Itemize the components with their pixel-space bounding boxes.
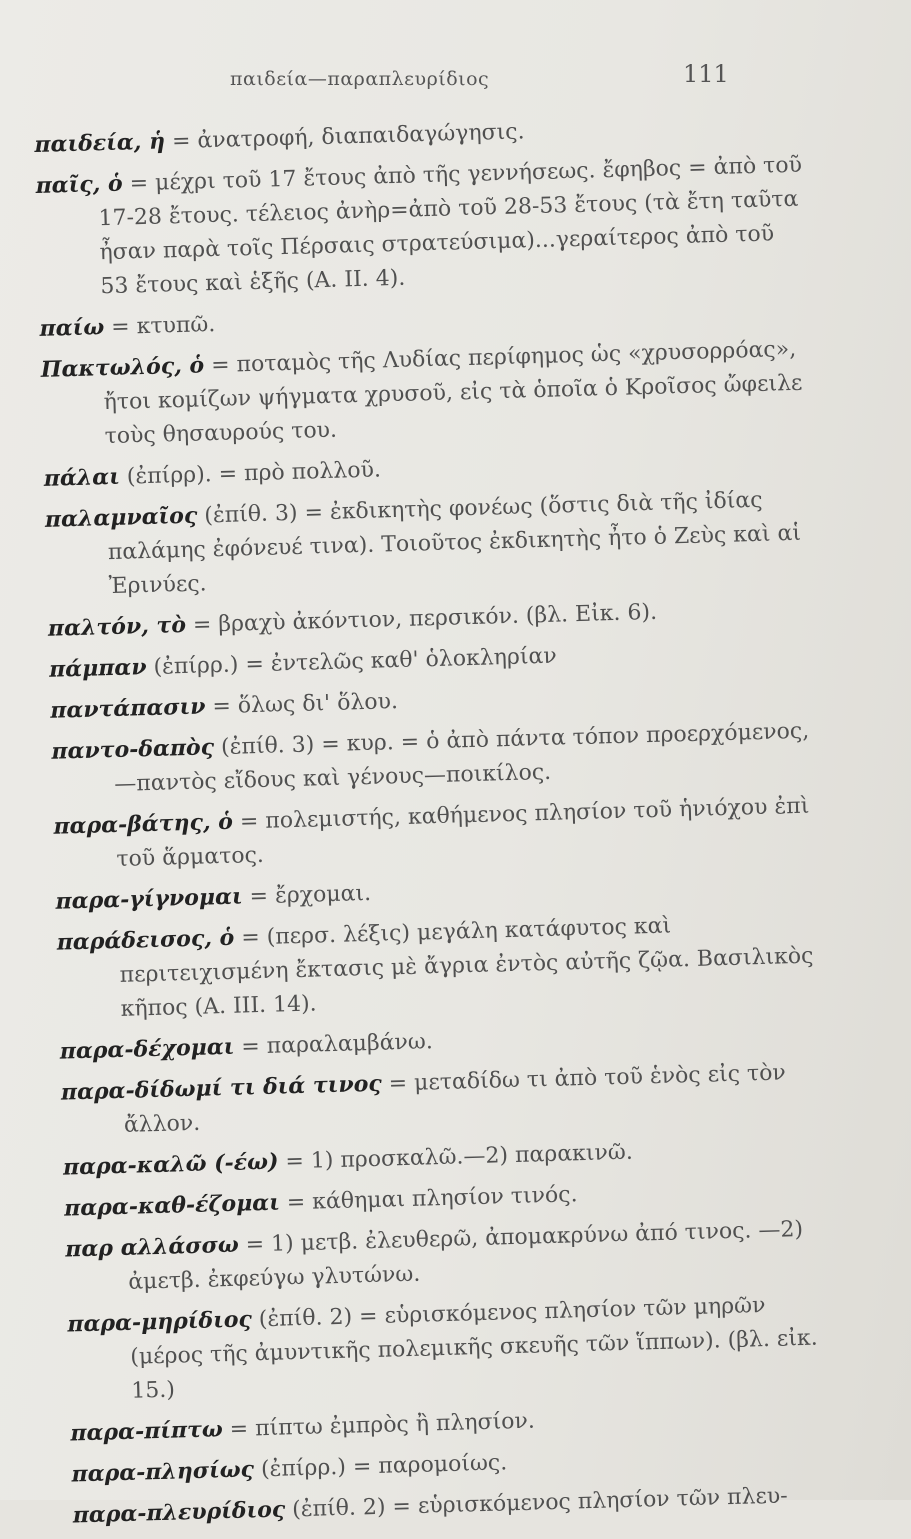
page-number: 111 <box>683 60 729 88</box>
entry-headword: παιδεία, ἡ <box>34 128 166 158</box>
dictionary-entry <box>40 331 813 455</box>
entry-definition: = ἔρχομαι. <box>249 880 372 910</box>
entry-definition: = 1) προσκαλῶ.—2) παρακινῶ. <box>285 1139 634 1175</box>
running-head: παιδεία—παραπλευρίδιος <box>230 68 490 90</box>
entry-definition: = μέχρι τοῦ 17 ἔτους ἀπὸ τῆς γεννήσεως. ἔφηβος = ἀπὸ τοῦ 17-28 ἔτους. τέλειος ἀνὴρ=ἀπὸ τοῦ 28-53 ἔτους (τὰ ἔτη ταῦτα ἦσαν παρὰ τοῖς Πέρσαις στρατεύσιμα)...γεραίτερος ἀπὸ τοῦ 53 ἔτους καὶ ἑξῆς (Α. ΙΙ. 4). <box>98 152 803 300</box>
entry-definition: (ἐπίθ. 3) = ἐκδικητὴς φονέως (ὅστις διὰ τῆς ἰδίας παλάμης ἐφόνευέ τινα). Τοιοῦτος ἐκδικητὴς ἦτο ὁ Ζεὺς καὶ αἱ Ἐρινύες. <box>107 487 802 600</box>
entry-headword: παίω <box>39 314 105 342</box>
entry-definition: (ἐπίρρ). = πρὸ πολλοῦ. <box>126 457 382 490</box>
dictionary-entry <box>35 147 809 305</box>
entry-definition: = (περσ. λέξις) μεγάλη κατάφυτος καὶ περιτειχισμένη ἔκτασις μὲ ἄγρια ἐντὸς αὐτῆς ζῷα. Βασιλικὸς κῆπος (Α. ΙΙΙ. 14). <box>119 913 814 1022</box>
entry-headword: παρα-καθ-έζομαι <box>63 1189 281 1222</box>
entry-definition: = πίπτω ἐμπρὸς ἢ πλησίον. <box>229 1408 536 1443</box>
entry-headword: παρα-δίδωμί τι διά τινος <box>60 1070 383 1106</box>
entry-definition: (ἐπίρρ.) = ἐντελῶς καθ' ὁλοκληρίαν <box>153 643 558 680</box>
entry-definition: = ποταμὸς τῆς Λυδίας περίφημος ὡς «χρυσορρόας», ἤτοι κομίζων ψήγματα χρυσοῦ, εἰς τὰ ὁποῖα ὁ Κροῖσος ὤφειλε τοὺς θησαυρούς του. <box>103 336 803 450</box>
entry-headword: πάλαι <box>43 463 121 492</box>
entry-headword: παρ αλλάσσω <box>64 1231 240 1263</box>
entry-headword: παντάπασιν <box>49 693 206 724</box>
entry-definition: = βραχὺ ἀκόντιον, περσικόν. (βλ. Εἰκ. 6). <box>192 599 658 638</box>
entry-headword: παῖς, ὁ <box>35 170 124 199</box>
entry-headword: παρα-γίγνομαι <box>55 883 243 915</box>
entry-definition: = ἀνατροφή, διαπαιδαγώγησις. <box>171 119 525 155</box>
entry-headword: Πακτωλός, ὁ <box>40 352 205 383</box>
dictionary-entry <box>65 1211 837 1301</box>
dictionary-entry <box>44 481 817 605</box>
entry-headword: παντο-δαπὸς <box>51 734 215 765</box>
entry-headword: παρα-καλῶ (-έω) <box>62 1148 279 1181</box>
entry-headword: παρα-βάτης, ὁ <box>53 808 234 840</box>
entry-definition: (ἐπίθ. 3) = κυρ. = ὁ ἀπὸ πάντα τόπον προερχόμενος,—παντὸς εἴδους καὶ γένους—ποικίλος. <box>114 718 810 798</box>
entry-headword: παρα-πλησίως <box>71 1456 255 1488</box>
entry-definition: = 1) μετβ. ἐλευθερῶ, ἀπομακρύνω ἀπό τινος. —2) ἀμετβ. ἐκφεύγω γλυτώνω. <box>127 1216 804 1295</box>
entry-definition: (ἐπίρρ.) = παρομοίως. <box>260 1450 508 1483</box>
entry-definition: (ἐπίθ. 2) = εὑρισκόμενος πλησίον τῶν μηρῶν (μέρος τῆς ἀμυντικῆς πολεμικῆς σκευῆς τῶν ἵππων). (βλ. εἰκ. 15.) <box>130 1293 818 1404</box>
entry-definition: = παραλαμβάνω. <box>240 1029 434 1060</box>
entry-headword: πάμπαν <box>48 654 147 683</box>
entry-headword: παλτόν, τὸ <box>47 611 187 642</box>
entry-definition: (ἐπίθ. 2) = εὑρισκόμενος πλησίον τῶν πλευ- <box>291 1483 789 1523</box>
entry-list <box>34 107 843 1539</box>
dictionary-entry <box>51 713 823 803</box>
entry-definition: = πολεμιστής, καθήμενος πλησίον τοῦ ἡνιόχου ἐπὶ τοῦ ἅρματος. <box>116 793 810 872</box>
entry-headword: παρα-πίπτω <box>70 1416 224 1447</box>
page-header <box>0 60 911 100</box>
entry-headword: παρα-δέχομαι <box>59 1033 235 1065</box>
entry-headword: παρα-μηρίδιος <box>67 1306 253 1338</box>
dictionary-entry <box>67 1286 840 1410</box>
entry-definition: = κτυπῶ. <box>110 312 216 340</box>
entry-headword: παλαμναῖος <box>44 502 198 533</box>
entry-headword: παράδεισος, ὁ <box>56 924 235 956</box>
entry-headword: παρα-πλευρίδιος <box>72 1496 286 1529</box>
entry-definition: = κάθημαι πλησίον τινός. <box>286 1182 578 1216</box>
dictionary-entry <box>53 788 825 878</box>
entry-definition: = ὅλως δι' ὅλου. <box>212 689 399 720</box>
entry-definition: = μεταδίδω τι ἀπὸ τοῦ ἑνὸς εἰς τὸν ἄλλον. <box>123 1060 787 1138</box>
dictionary-entry <box>60 1054 832 1144</box>
dictionary-entry <box>56 904 829 1028</box>
